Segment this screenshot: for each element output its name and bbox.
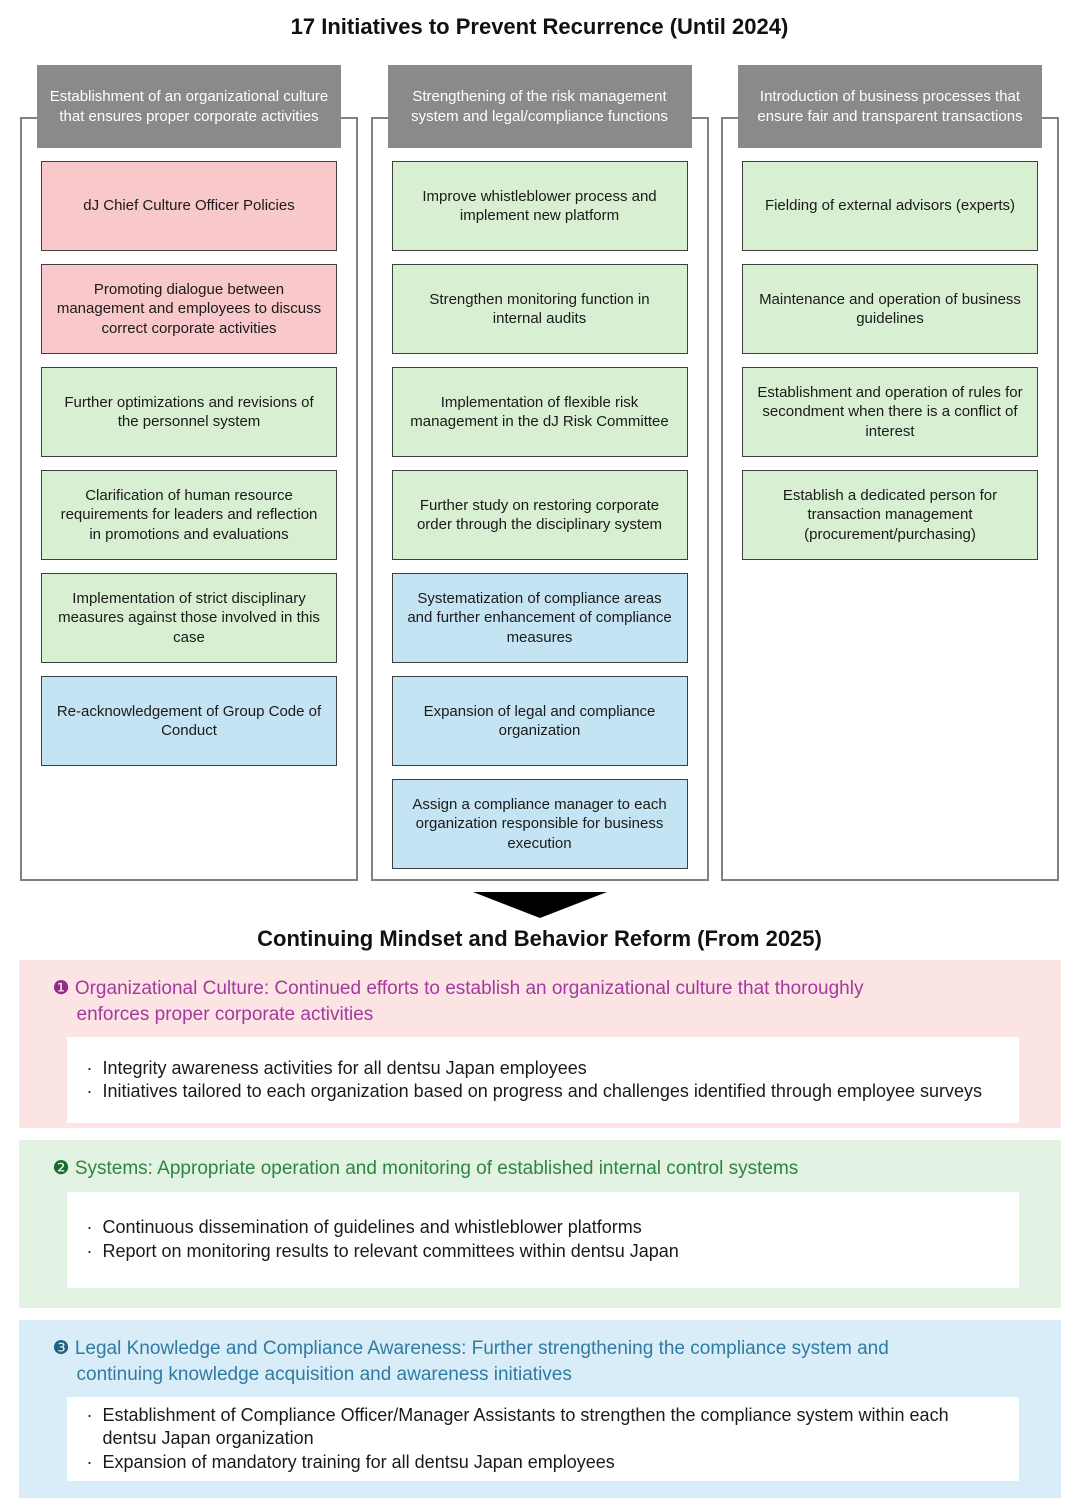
bullet-item — [77, 1404, 1003, 1452]
section-heading-line: Systems: Appropriate operation and monitoring of established internal control systems — [74, 1158, 799, 1179]
bullet-item — [77, 1240, 1003, 1264]
bullet-item — [77, 1451, 1003, 1475]
initiative-box: Expansion of legal and compliance organization — [392, 676, 688, 766]
section-bullet-box — [67, 1037, 1019, 1123]
column-box-list — [22, 119, 356, 766]
bottom-title: Continuing Mindset and Behavior Reform (From 2025) — [257, 926, 822, 951]
bullet-dot-icon: · — [86, 1404, 93, 1425]
initiative-column-1 — [20, 87, 358, 881]
down-arrow-icon — [473, 892, 607, 918]
initiative-box: Further optimizations and revisions of the personnel system — [41, 367, 337, 457]
section-number-icon: ❷ — [52, 1158, 70, 1179]
initiative-box: Improve whistleblower process and implement new platform — [392, 161, 688, 251]
bullet-text: Report on monitoring results to relevant committees within dentsu Japan — [102, 1240, 679, 1261]
bullet-text: Initiatives tailored to each organization based on progress and challenges identified through employee surveys — [102, 1081, 983, 1102]
reform-section-1 — [19, 960, 1061, 1128]
column-header: Establishment of an organizational culture that ensures proper corporate activities — [37, 65, 341, 148]
bullet-text: Establishment of Compliance Officer/Manager Assistants to strengthen the compliance system within each dentsu Japan organization — [102, 1404, 949, 1449]
initiative-box: Strengthen monitoring function in internal audits — [392, 264, 688, 354]
initiative-box: Implementation of strict disciplinary measures against those involved in this case — [41, 573, 337, 663]
reform-section-3 — [19, 1320, 1061, 1498]
bullet-text: Continuous dissemination of guidelines and whistleblower platforms — [102, 1216, 642, 1237]
section-heading-line: Legal Knowledge and Compliance Awareness: Further strengthening the compliance system and — [74, 1338, 889, 1359]
initiative-box: Fielding of external advisors (experts) — [742, 161, 1038, 251]
initiative-column-3 — [721, 87, 1059, 881]
initiative-box: dJ Chief Culture Officer Policies — [41, 161, 337, 251]
bullet-dot-icon: · — [86, 1081, 93, 1102]
initiative-box: Implementation of flexible risk management in the dJ Risk Committee — [392, 367, 688, 457]
initiative-box: Establishment and operation of rules for secondment when there is a conflict of interest — [742, 367, 1038, 457]
column-box-list — [373, 119, 707, 869]
column-header: Introduction of business processes that ensure fair and transparent transactions — [738, 65, 1042, 148]
initiatives-panel — [20, 87, 1059, 881]
section-heading-line: continuing knowledge acquisition and awareness initiatives — [76, 1363, 572, 1385]
top-title: 17 Initiatives to Prevent Recurrence (Until 2024) — [290, 14, 789, 39]
section-heading-line: Organizational Culture: Continued efforts to establish an organizational culture that thoroughly — [74, 978, 864, 999]
initiative-box: Assign a compliance manager to each organization responsible for business execution — [392, 779, 688, 869]
section-bullet-box — [67, 1192, 1019, 1288]
initiative-column-2 — [371, 87, 709, 881]
bullet-dot-icon: · — [86, 1057, 93, 1078]
initiative-box: Clarification of human resource requirements for leaders and reflection in promotions and evaluations — [41, 470, 337, 560]
bullet-item — [77, 1057, 1003, 1081]
section-heading — [19, 1336, 1061, 1387]
bullet-item — [77, 1216, 1003, 1240]
initiative-box: Re-acknowledgement of Group Code of Conduct — [41, 676, 337, 766]
section-bullet-box — [67, 1397, 1019, 1481]
column-header: Strengthening of the risk management system and legal/compliance functions — [388, 65, 692, 148]
bullet-item — [77, 1080, 1003, 1104]
bullet-dot-icon: · — [86, 1216, 93, 1237]
initiative-box: Further study on restoring corporate order through the disciplinary system — [392, 470, 688, 560]
section-number-icon: ❶ — [52, 978, 70, 999]
bullet-dot-icon: · — [86, 1240, 93, 1261]
reform-sections — [0, 960, 1079, 1498]
reform-section-2 — [19, 1140, 1061, 1308]
initiative-box: Promoting dialogue between management and employees to discuss correct corporate activities — [41, 264, 337, 354]
initiative-box: Systematization of compliance areas and further enhancement of compliance measures — [392, 573, 688, 663]
column-box-list — [723, 119, 1057, 560]
section-heading-line: enforces proper corporate activities — [76, 1003, 374, 1025]
bullet-dot-icon: · — [86, 1452, 93, 1473]
bullet-text: Expansion of mandatory training for all dentsu Japan employees — [102, 1452, 615, 1473]
section-number-icon: ❸ — [52, 1338, 70, 1359]
initiative-box: Establish a dedicated person for transaction management (procurement/purchasing) — [742, 470, 1038, 560]
bullet-text: Integrity awareness activities for all dentsu Japan employees — [102, 1057, 587, 1078]
initiative-box: Maintenance and operation of business guidelines — [742, 264, 1038, 354]
section-heading — [19, 1156, 1061, 1182]
section-heading — [19, 976, 1061, 1027]
